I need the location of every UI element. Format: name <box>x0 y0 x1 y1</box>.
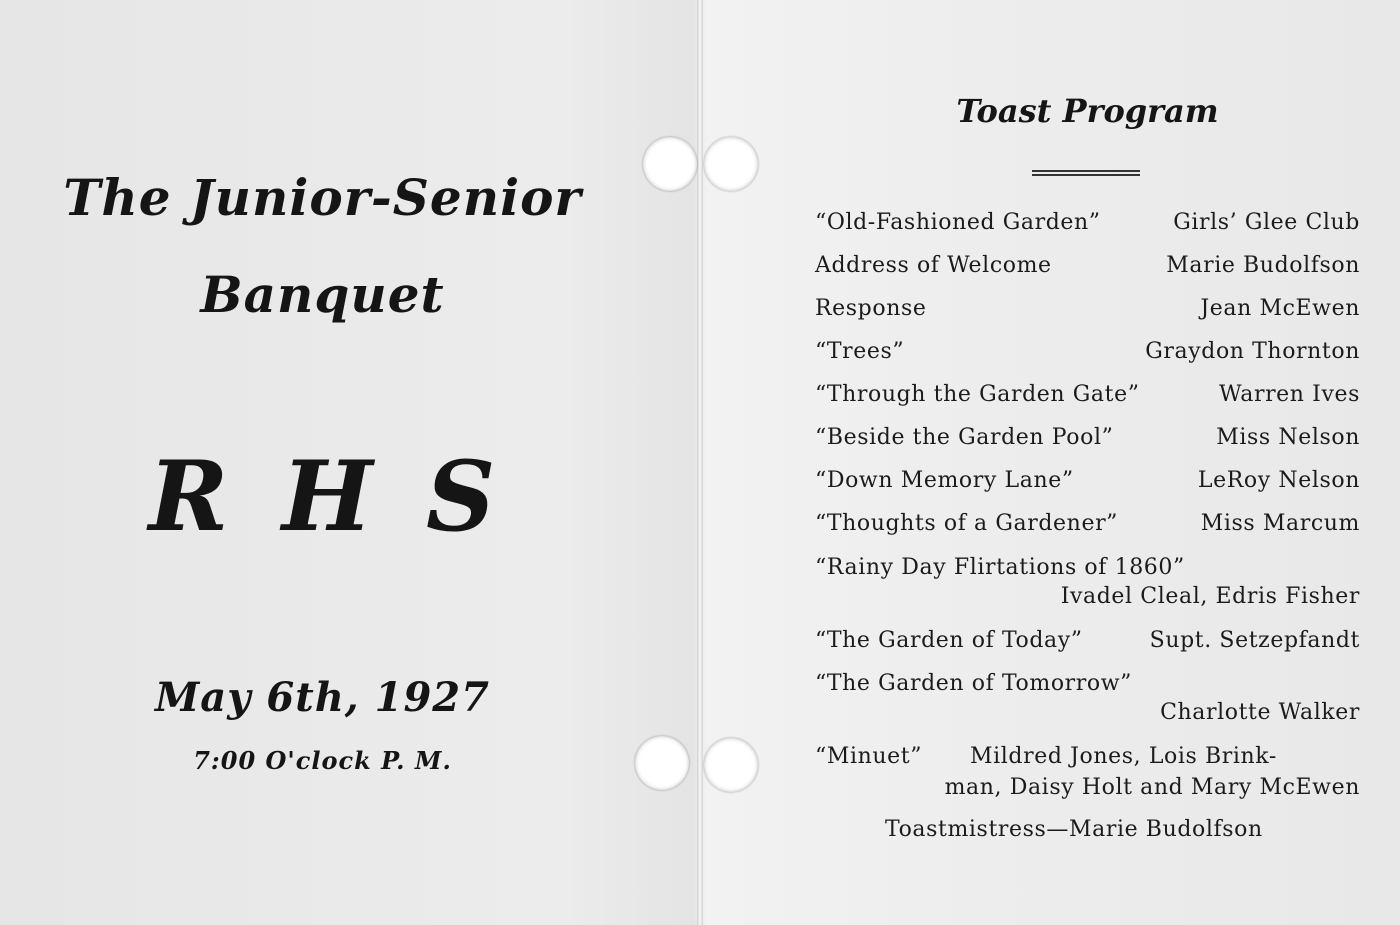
program-item <box>815 511 1360 541</box>
title-divider <box>1032 170 1140 176</box>
item-title: “The Garden of Today” <box>815 628 1083 653</box>
item-performer: Girls’ Glee Club <box>1173 210 1360 235</box>
item-performer: Warren Ives <box>1218 382 1360 407</box>
item-title: “Old-Fashioned Garden” <box>815 210 1101 235</box>
item-title: “Trees” <box>815 339 905 364</box>
banquet-title-line2: Banquet <box>200 265 445 324</box>
item-performer: Supt. Setzepfandt <box>1149 628 1360 653</box>
item-title: “Down Memory Lane” <box>815 468 1074 493</box>
item-title: “Beside the Garden Pool” <box>815 425 1114 450</box>
item-title: “The Garden of Tomorrow” <box>815 671 1133 696</box>
item-performer-continued: man, Daisy Holt and Mary McEwen <box>944 775 1360 800</box>
program-item <box>815 628 1360 658</box>
item-performer: LeRoy Nelson <box>1197 468 1360 493</box>
item-performer: Ivadel Cleal, Edris Fisher <box>1060 584 1360 609</box>
item-title: Response <box>815 296 927 321</box>
program-item <box>815 425 1360 455</box>
item-performer: Miss Marcum <box>1200 511 1360 536</box>
program-item <box>815 253 1360 283</box>
toastmistress: Toastmistress—Marie Budolfson <box>885 817 1263 842</box>
item-performer: Charlotte Walker <box>1160 700 1360 725</box>
banquet-title-line1: The Junior-Senior <box>63 168 582 227</box>
banquet-date: May 6th, 1927 <box>155 674 490 721</box>
binding-hole-bottom-right <box>704 738 758 792</box>
program-item <box>815 468 1360 498</box>
program-item <box>815 382 1360 412</box>
item-performer: Graydon Thornton <box>1145 339 1360 364</box>
item-performer: Marie Budolfson <box>1166 253 1360 278</box>
program-item <box>815 339 1360 369</box>
program-item <box>815 296 1360 326</box>
school-monogram: R H S <box>148 440 497 553</box>
binding-hole-top-left <box>643 137 697 191</box>
item-title: “Rainy Day Flirtations of 1860” <box>815 555 1185 580</box>
item-title: Address of Welcome <box>815 253 1052 278</box>
item-title: “Minuet” <box>815 744 923 769</box>
toast-program-title: Toast Program <box>956 92 1219 130</box>
item-performer: Jean McEwen <box>1200 296 1360 321</box>
binding-hole-top-right <box>704 137 758 191</box>
center-fold <box>697 0 703 925</box>
item-performer: Mildred Jones, Lois Brink- <box>970 744 1277 769</box>
item-title: “Thoughts of a Gardener” <box>815 511 1119 536</box>
banquet-time: 7:00 O'clock P. M. <box>193 746 452 775</box>
item-title: “Through the Garden Gate” <box>815 382 1140 407</box>
program-item <box>815 210 1360 240</box>
item-performer: Miss Nelson <box>1216 425 1360 450</box>
